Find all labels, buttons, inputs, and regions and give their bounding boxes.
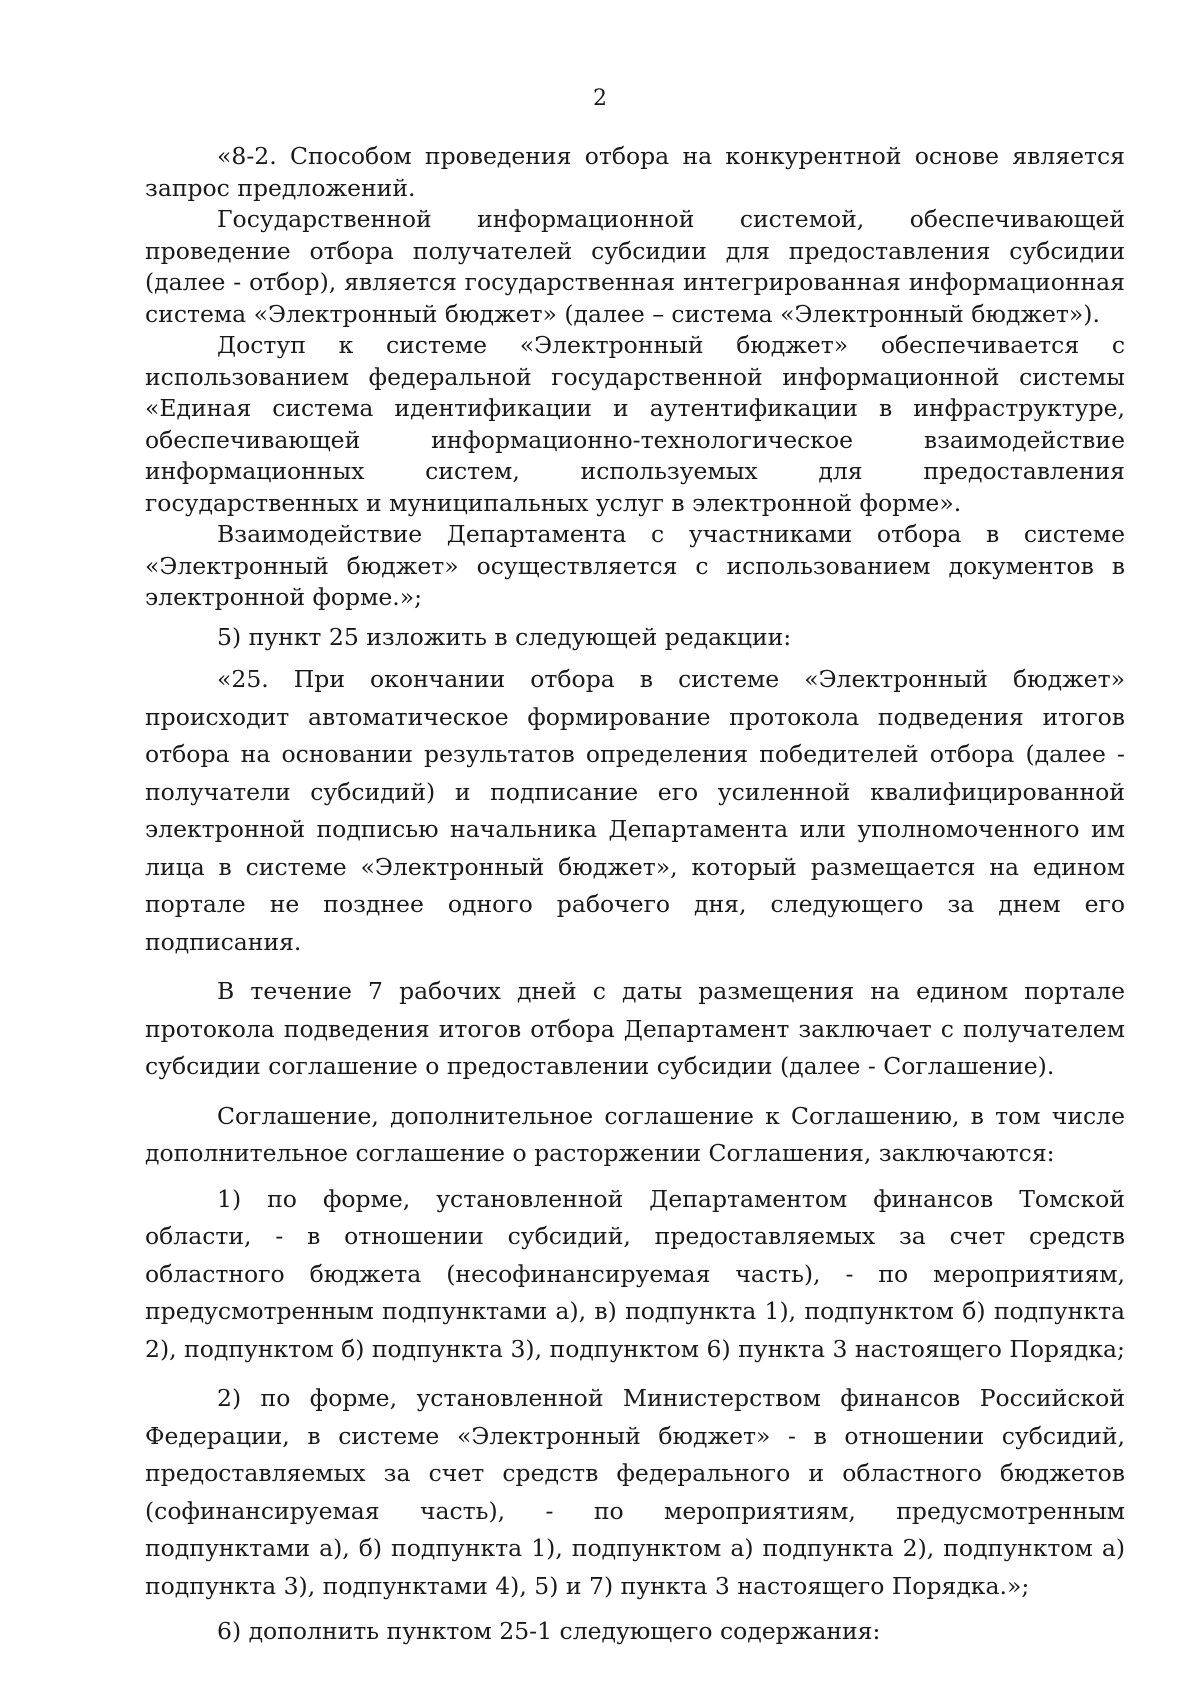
page-number: 2 bbox=[593, 86, 607, 111]
paragraph-information-system: Государственной информационной системой, обеспечивающей проведение отбора получателей субсидии для предоставления субсидии (далее - отбор), является государственная интегрированная информационная система «Электронный бюджет» (далее – система «Электронный бюджет»). bbox=[145, 205, 1125, 328]
paragraph-access: Доступ к системе «Электронный бюджет» обеспечивается с использованием федеральной государственной информационной системы «Единая система идентификации и аутентификации в инфраструктуре, обеспечивающей информационно-технологическое взаимодействие информационных систем, используемых для предоставления государственных и муниципальных услуг в электронной форме». bbox=[145, 331, 1125, 517]
paragraph-agreement: Соглашение, дополнительное соглашение к Соглашению, в том числе дополнительное соглашение о расторжении Соглашения, заключаются: bbox=[145, 1101, 1125, 1167]
paragraph-8-2-intro: «8-2. Способом проведения отбора на конкурентной основе является запрос предложений. bbox=[145, 142, 1125, 202]
paragraph-subitem-2: 2) по форме, установленной Министерством финансов Российской Федерации, в системе «Электронный бюджет» - в отношении субсидий, предоставляемых за счет средств федерального и областного бюджетов (софинансируемая часть), - по мероприятиям, предусмотренным подпунктами а), б) подпункта 1), подпунктом а) подпункта 2), подпунктом а) подпункта 3), подпунктами 4), 5) и 7) пункта 3 настоящего Порядка.»; bbox=[145, 1384, 1125, 1600]
paragraph-interaction: Взаимодействие Департамента с участниками отбора в системе «Электронный бюджет» осуществляется с использованием документов в электронной форме.»; bbox=[145, 520, 1125, 611]
paragraph-subitem-1: 1) по форме, установленной Департаментом финансов Томской области, - в отношении субсидий, предоставляемых за счет средств областного бюджета (несофинансируемая часть), - по мероприятиям, предусмотренным подпунктами а), в) подпункта 1), подпунктом б) подпункта 2), подпунктом б) подпункта 3), подпунктом 6) пункта 3 настоящего Порядка; bbox=[145, 1184, 1125, 1363]
document-body bbox=[145, 141, 1125, 1651]
paragraph-item-5: 5) пункт 25 изложить в следующей редакции: bbox=[217, 622, 792, 651]
paragraph-seven-days: В течение 7 рабочих дней с даты размещения на едином портале протокола подведения итогов отбора Департамент заключает с получателем субсидии соглашение о предоставлении субсидии (далее - Соглашение). bbox=[145, 977, 1125, 1080]
paragraph-25: «25. При окончании отбора в системе «Электронный бюджет» происходит автоматическое формирование протокола подведения итогов отбора на основании результатов определения победителей отбора (далее - получатели субсидий) и подписание его усиленной квалифицированной электронной подписью начальника Департамента или уполномоченного им лица в системе «Электронный бюджет», который размещается на едином портале не позднее одного рабочего дня, следующего за днем его подписания. bbox=[145, 665, 1125, 956]
paragraph-item-6: 6) дополнить пунктом 25-1 следующего содержания: bbox=[217, 1617, 881, 1645]
